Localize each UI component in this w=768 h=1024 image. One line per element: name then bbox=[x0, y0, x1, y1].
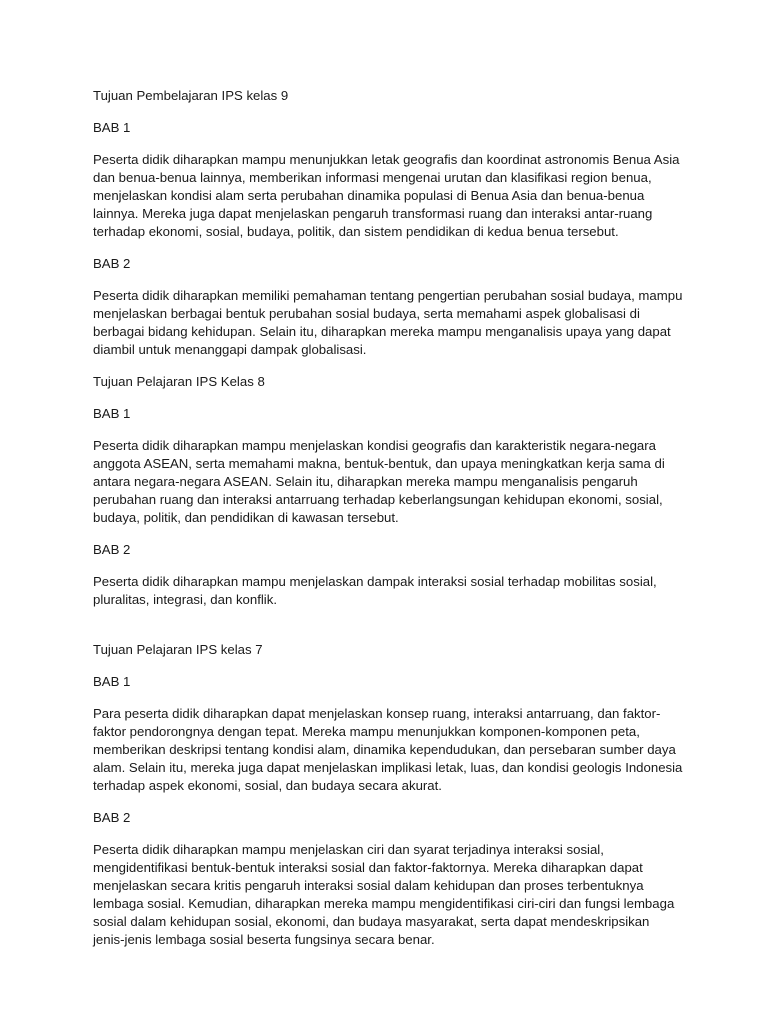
bab-label: BAB 1 bbox=[93, 674, 131, 689]
section-heading: Tujuan Pelajaran IPS Kelas 8 bbox=[93, 374, 265, 389]
section-kelas-7 bbox=[93, 641, 683, 949]
section-heading: Tujuan Pembelajaran IPS kelas 9 bbox=[93, 88, 289, 103]
bab-paragraph: Peserta didik diharapkan memiliki pemahaman tentang pengertian perubahan sosial budaya, mampu menjelaskan berbagai bentuk perubahan sosial budaya, serta memahami aspek globalisasi di berbagai bidang kehidupan. Selain itu, diharapkan mereka mampu menganalisis upaya yang dapat diambil untuk menanggapi dampak globalisasi. bbox=[93, 288, 683, 357]
section-heading: Tujuan Pelajaran IPS kelas 7 bbox=[93, 642, 263, 657]
bab-paragraph: Peserta didik diharapkan mampu menjelaskan dampak interaksi sosial terhadap mobilitas sosial, pluralitas, integrasi, dan konflik. bbox=[93, 574, 657, 607]
section-kelas-8 bbox=[93, 373, 683, 609]
bab-label: BAB 2 bbox=[93, 542, 131, 557]
bab-paragraph: Para peserta didik diharapkan dapat menjelaskan konsep ruang, interaksi antarruang, dan faktor-faktor pendorongnya dengan tepat. Mereka mampu menunjukkan komponen-komponen peta, memberikan deskripsi tentang kondisi alam, dinamika kependudukan, dan persebaran sumber daya alam. Selain itu, mereka juga dapat menjelaskan implikasi letak, luas, dan kondisi geologis Indonesia terhadap aspek ekonomi, sosial, dan budaya secara akurat. bbox=[93, 706, 683, 793]
bab-label: BAB 2 bbox=[93, 256, 131, 271]
bab-label: BAB 1 bbox=[93, 120, 131, 135]
bab-paragraph: Peserta didik diharapkan mampu menjelaskan ciri dan syarat terjadinya interaksi sosial, mengidentifikasi bentuk-bentuk interaksi sosial dan faktor-faktornya. Mereka diharapkan dapat menjelaskan secara kritis pengaruh interaksi sosial dalam kehidupan dan proses terbentuknya lembaga sosial. Kemudian, diharapkan mereka mampu mengidentifikasi ciri-ciri dan fungsi lembaga sosial dalam kehidupan sosial, ekonomi, dan budaya masyarakat, serta dapat mendeskripsikan jenis-jenis lembaga sosial beserta fungsinya secara benar. bbox=[93, 842, 675, 947]
section-kelas-9 bbox=[93, 87, 683, 359]
bab-label: BAB 1 bbox=[93, 406, 131, 421]
bab-paragraph: Peserta didik diharapkan mampu menjelaskan kondisi geografis dan karakteristik negara-negara anggota ASEAN, serta memahami makna, bentuk-bentuk, dan upaya meningkatkan kerja sama di antara negara-negara ASEAN. Selain itu, diharapkan mereka mampu menganalisis pengaruh perubahan ruang dan interaksi antarruang terhadap keberlangsungan kehidupan ekonomi, sosial, budaya, politik, dan pendidikan di kawasan tersebut. bbox=[93, 438, 665, 525]
blank-line bbox=[93, 623, 683, 641]
bab-paragraph: Peserta didik diharapkan mampu menunjukkan letak geografis dan koordinat astronomis Benua Asia dan benua-benua lainnya, memberikan informasi mengenai urutan dan klasifikasi region benua, menjelaskan kondisi alam serta perubahan dinamika populasi di Benua Asia dan benua-benua lainnya. Mereka juga dapat menjelaskan pengaruh transformasi ruang dan interaksi antar-ruang terhadap ekonomi, sosial, budaya, politik, dan sistem pendidikan di kedua benua tersebut. bbox=[93, 152, 680, 239]
bab-label: BAB 2 bbox=[93, 810, 131, 825]
document-page bbox=[93, 87, 683, 963]
